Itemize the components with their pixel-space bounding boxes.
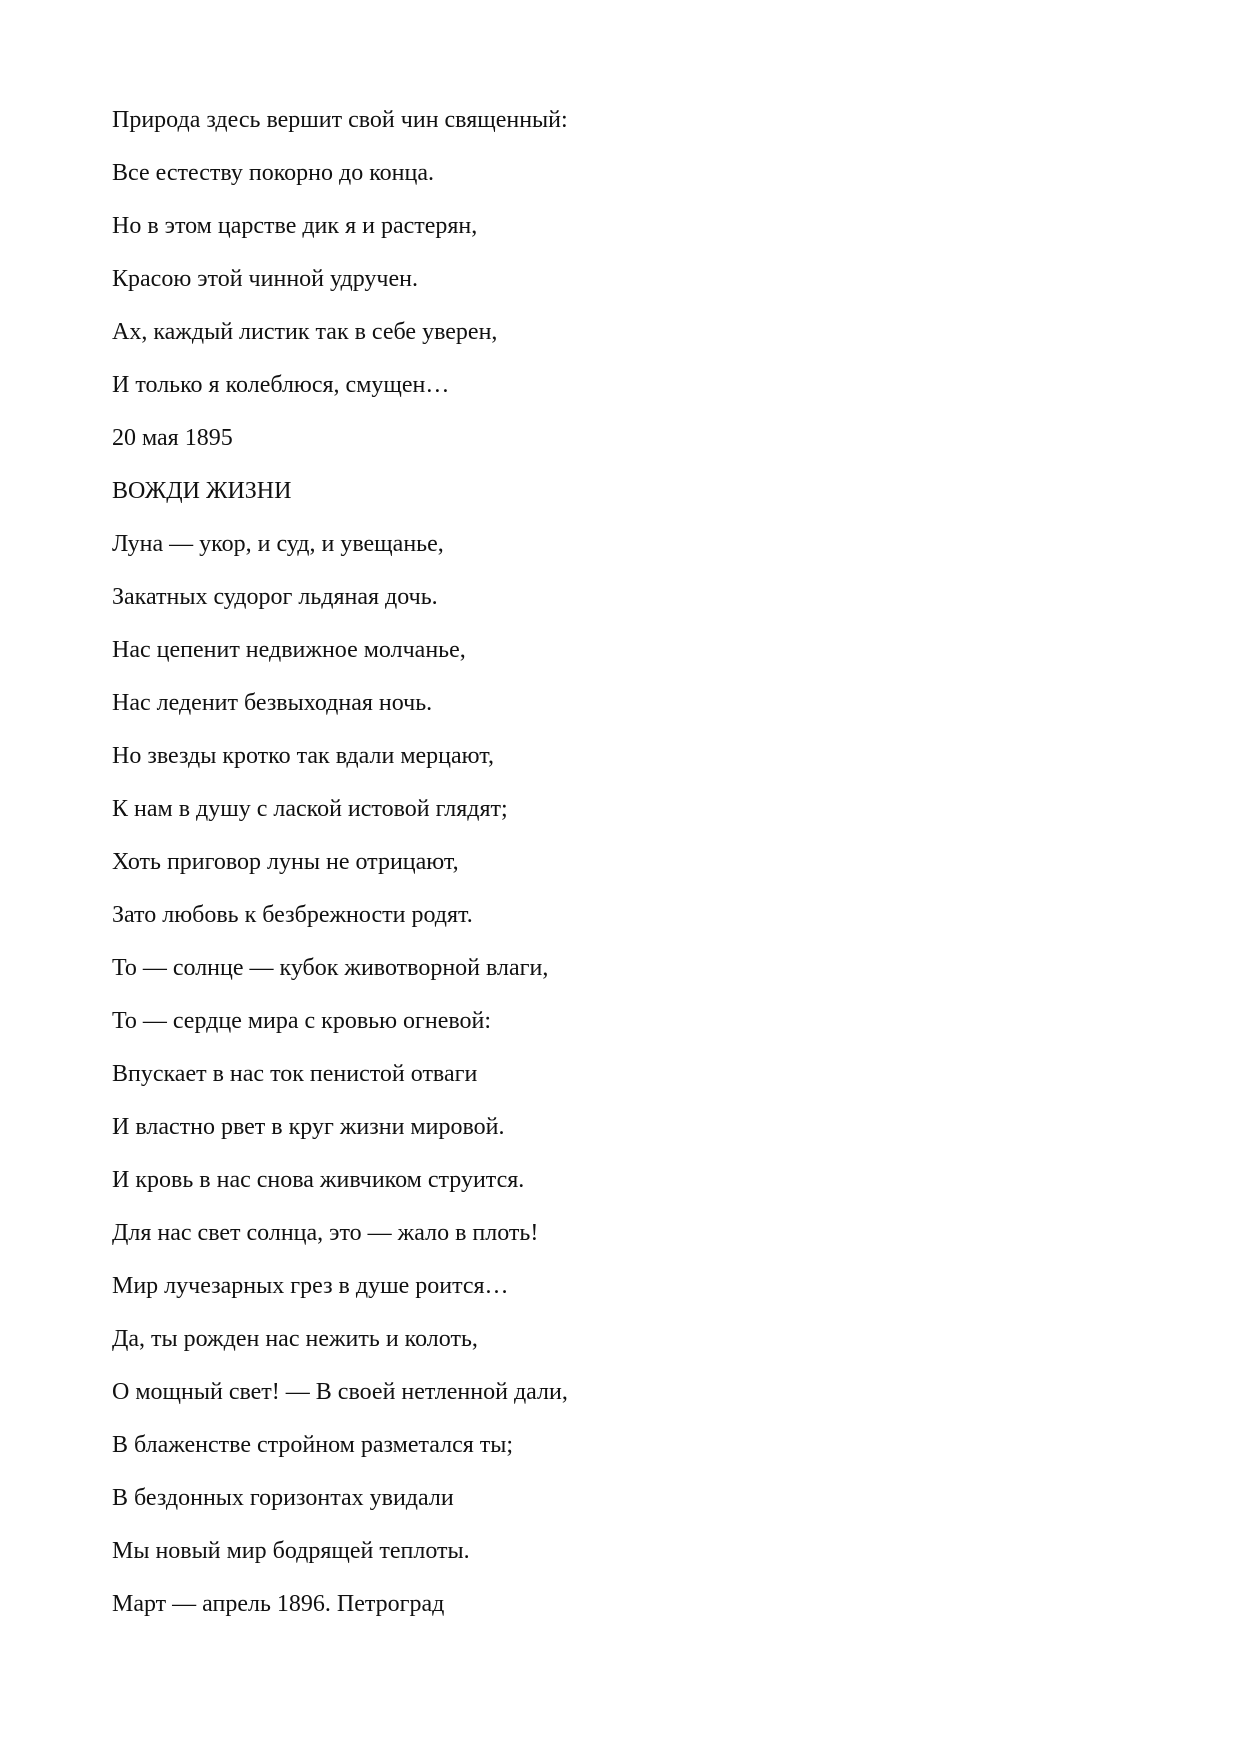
poem-line: Нас цепенит недвижное молчанье,	[112, 637, 466, 663]
poem-line: В бездонных горизонтах увидали	[112, 1485, 454, 1511]
poem-line: В блаженстве стройном разметался ты;	[112, 1432, 514, 1458]
poem-line: Закатных судорог льдяная дочь.	[112, 584, 438, 610]
poem-line: И кровь в нас снова живчиком струится.	[112, 1167, 525, 1193]
poem-line: И властно рвет в круг жизни мировой.	[112, 1114, 505, 1140]
poem-line: Но в этом царстве дик я и растерян,	[112, 213, 478, 239]
poem-line: Нас леденит безвыходная ночь.	[112, 690, 433, 716]
poem-line: То — сердце мира с кровью огневой:	[112, 1008, 492, 1034]
poem-line: Мы новый мир бодрящей теплоты.	[112, 1538, 470, 1564]
poem-line: Природа здесь вершит свой чин священный:	[112, 107, 568, 133]
poem-line: Зато любовь к безбрежности родят.	[112, 902, 473, 928]
poem-line: Все естеству покорно до конца.	[112, 160, 435, 186]
poem-line: Луна — укор, и суд, и увещанье,	[112, 531, 444, 557]
poem-line: Ах, каждый листик так в себе уверен,	[112, 319, 498, 345]
poem-line: То — солнце — кубок животворной влаги,	[112, 955, 549, 981]
poem-line: Для нас свет солнца, это — жало в плоть!	[112, 1220, 539, 1246]
poem-line: Впускает в нас ток пенистой отваги	[112, 1061, 478, 1087]
poem-title: ВОЖДИ ЖИЗНИ	[112, 478, 292, 504]
poem-line: О мощный свет! — В своей нетленной дали,	[112, 1379, 568, 1405]
poem-date-place: Март — апрель 1896. Петроград	[112, 1591, 445, 1617]
poem-line: Да, ты рожден нас нежить и колоть,	[112, 1326, 478, 1352]
poem-line: Но звезды кротко так вдали мерцают,	[112, 743, 494, 769]
poem-text	[112, 106, 1112, 1643]
poem-line: К нам в душу с лаской истовой глядят;	[112, 796, 508, 822]
poem-line: Хоть приговор луны не отрицают,	[112, 849, 459, 875]
poem-line: Красою этой чинной удручен.	[112, 266, 418, 292]
poem-line: И только я колеблюся, смущен…	[112, 372, 450, 398]
poem-line: Мир лучезарных грез в душе роится…	[112, 1273, 509, 1299]
poem-date: 20 мая 1895	[112, 425, 233, 451]
